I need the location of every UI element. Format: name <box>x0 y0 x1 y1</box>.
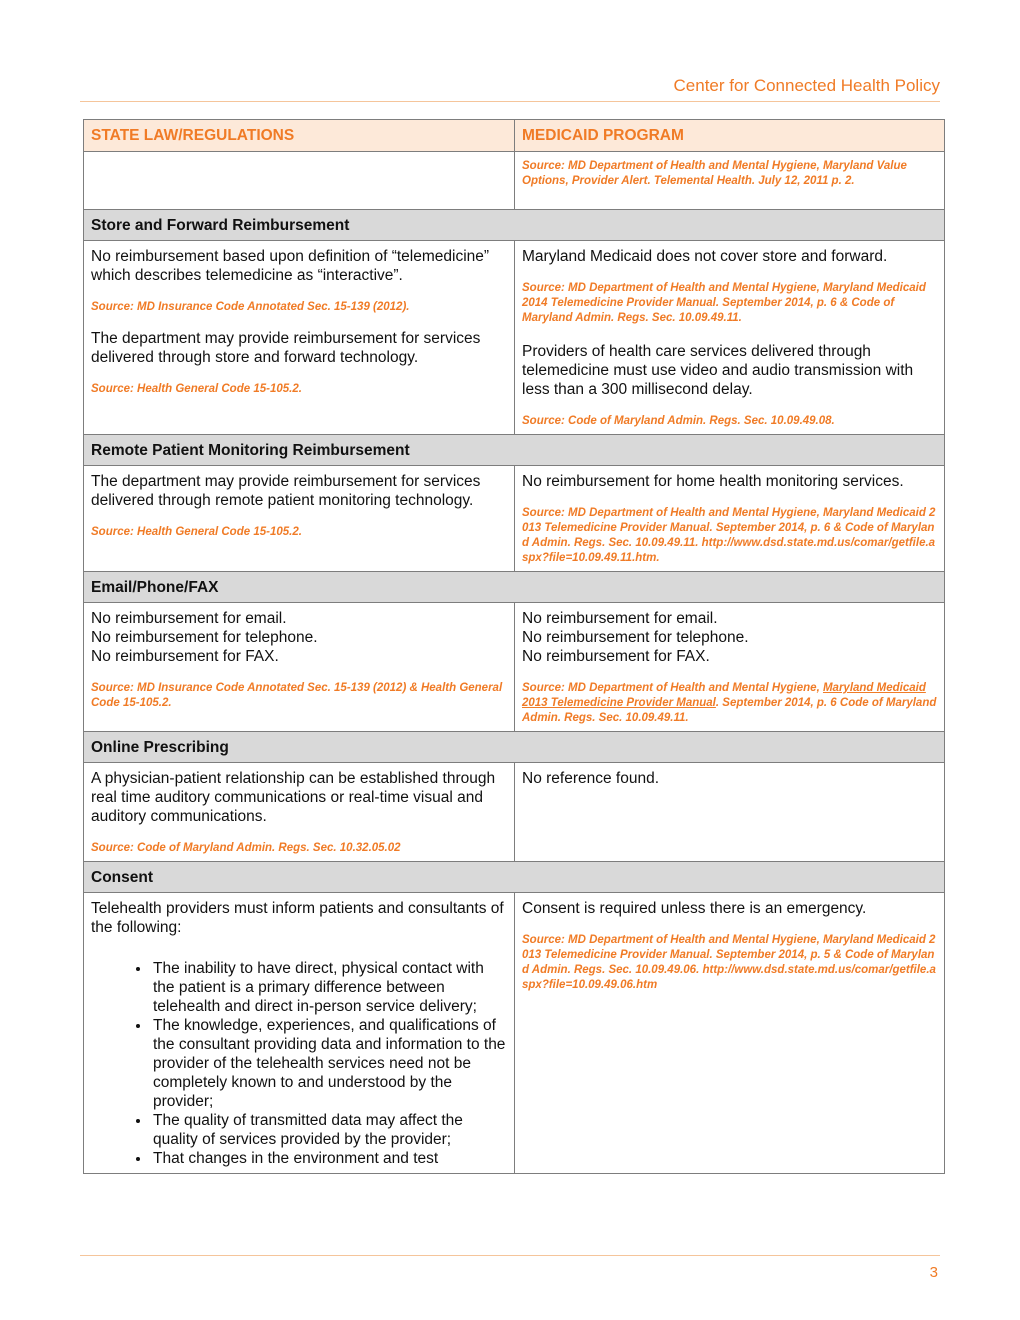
source-text: . September 2014, p. 6 Code of Maryland Admin. Regs. Sec. 10.09.49.11. <box>522 697 937 724</box>
medicaid-text: No reimbursement for email. <box>522 610 718 627</box>
source-citation: Source: MD Department of Health and Mental Hygiene, Maryland Medicaid 2013 Telemedicine Provider Manual. September 2014, p. 5 & Code of Maryland Admin. Regs. Sec. 10.09.49.06. http://www.dsd.state.md.us/comar/getfile.aspx?file=10.09.49.06.htm <box>522 934 936 991</box>
policy-table <box>83 119 945 1174</box>
state-cell <box>84 763 515 862</box>
source-citation: Source: Code of Maryland Admin. Regs. Sec. 10.32.05.02 <box>91 842 401 854</box>
source-citation: Source: MD Insurance Code Annotated Sec. 15-139 (2012). <box>91 301 410 313</box>
state-text: No reimbursement for FAX. <box>91 648 279 665</box>
table-row <box>84 152 945 210</box>
col-header-medicaid: MEDICAID PROGRAM <box>515 120 945 152</box>
section-email-phone-fax: Email/Phone/FAX <box>84 572 945 603</box>
medicaid-cell <box>515 603 945 732</box>
table-header-row <box>84 120 945 152</box>
table-row <box>84 763 945 862</box>
source-citation: Source: Code of Maryland Admin. Regs. Sec. 10.09.49.08. <box>522 415 835 427</box>
medicaid-text: No reimbursement for FAX. <box>522 648 710 665</box>
state-cell <box>84 603 515 732</box>
state-text: The department may provide reimbursement for services delivered through remote patient monitoring technology. <box>91 473 481 509</box>
medicaid-cell <box>515 466 945 572</box>
source-citation: Source: MD Department of Health and Mental Hygiene, Maryland Medicaid 2014 Telemedicine Provider Manual. September 2014, p. 6 & Code of Maryland Admin. Regs. Sec. 10.09.49.11. <box>522 282 926 324</box>
list-item: • That changes in the environment and test <box>151 1149 508 1168</box>
state-text: No reimbursement based upon definition of “telemedicine” which describes telemedicine as “interactive”. <box>91 248 490 284</box>
table-row <box>84 893 945 1174</box>
list-item: • The inability to have direct, physical contact with the patient is a primary difference between telehealth and direct in-person service delivery; <box>151 959 508 1016</box>
medicaid-cell <box>515 893 945 1174</box>
section-online-prescribing: Online Prescribing <box>84 732 945 763</box>
medicaid-text: Consent is required unless there is an emergency. <box>522 900 867 917</box>
state-text: No reimbursement for email. <box>91 610 287 627</box>
list-item: • The knowledge, experiences, and qualifications of the consultant providing data and information to the provider of the telehealth services need not be completely known to and understood by the provider; <box>151 1016 508 1111</box>
source-citation: Source: Health General Code 15-105.2. <box>91 383 302 395</box>
consent-bullet-list <box>91 959 508 1168</box>
medicaid-text: No reimbursement for home health monitoring services. <box>522 473 904 490</box>
state-text: No reimbursement for telephone. <box>91 629 318 646</box>
table-row <box>84 241 945 435</box>
medicaid-cell <box>515 152 945 210</box>
source-citation <box>522 681 938 726</box>
org-header: Center for Connected Health Policy <box>673 76 940 95</box>
section-rpm: Remote Patient Monitoring Reimbursement <box>84 435 945 466</box>
medicaid-text: Providers of health care services delivered through telemedicine must use video and audio transmission with less than a 300 millisecond delay. <box>522 343 914 398</box>
source-citation: Source: MD Department of Health and Mental Hygiene, Maryland Value Options, Provider Alert. Telemental Health. July 12, 2011 p. 2. <box>522 160 907 187</box>
medicaid-text: No reimbursement for telephone. <box>522 629 749 646</box>
state-cell <box>84 466 515 572</box>
table-row <box>84 603 945 732</box>
medicaid-cell <box>515 241 945 435</box>
medicaid-text: No reference found. <box>522 770 660 787</box>
medicaid-cell <box>515 763 945 862</box>
section-consent: Consent <box>84 862 945 893</box>
state-text: A physician-patient relationship can be established through real time auditory communications or real-time visual and auditory communications. <box>91 770 496 825</box>
page-number: 3 <box>929 1264 938 1281</box>
state-cell <box>84 241 515 435</box>
state-cell <box>84 893 515 1174</box>
source-text: Source: MD Department of Health and Mental Hygiene, <box>522 682 823 694</box>
header-rule <box>80 101 940 102</box>
state-text: The department may provide reimbursement for services delivered through store and forward technology. <box>91 330 481 366</box>
source-citation: Source: MD Insurance Code Annotated Sec. 15-139 (2012) & Health General Code 15-105.2. <box>91 682 503 709</box>
table-row <box>84 466 945 572</box>
source-citation: Source: Health General Code 15-105.2. <box>91 526 302 538</box>
list-item: • The quality of transmitted data may affect the quality of services provided by the provider; <box>151 1111 508 1149</box>
source-citation: Source: MD Department of Health and Mental Hygiene, Maryland Medicaid 2013 Telemedicine Provider Manual. September 2014, p. 6 & Code of Maryland Admin. Regs. Sec. 10.09.49.11. http://www.dsd.state.md.us/comar/getfile.aspx?file=10.09.49.11.htm. <box>522 507 936 564</box>
section-store-forward: Store and Forward Reimbursement <box>84 210 945 241</box>
state-cell-empty <box>84 152 515 210</box>
footer-rule <box>80 1255 940 1256</box>
source-link[interactable]: Maryland Medicaid 2013 Telemedicine Provider Manual <box>522 682 926 709</box>
medicaid-text: Maryland Medicaid does not cover store and forward. <box>522 248 888 265</box>
state-text: Telehealth providers must inform patients and consultants of the following: <box>91 900 504 936</box>
col-header-state: STATE LAW/REGULATIONS <box>84 120 515 152</box>
